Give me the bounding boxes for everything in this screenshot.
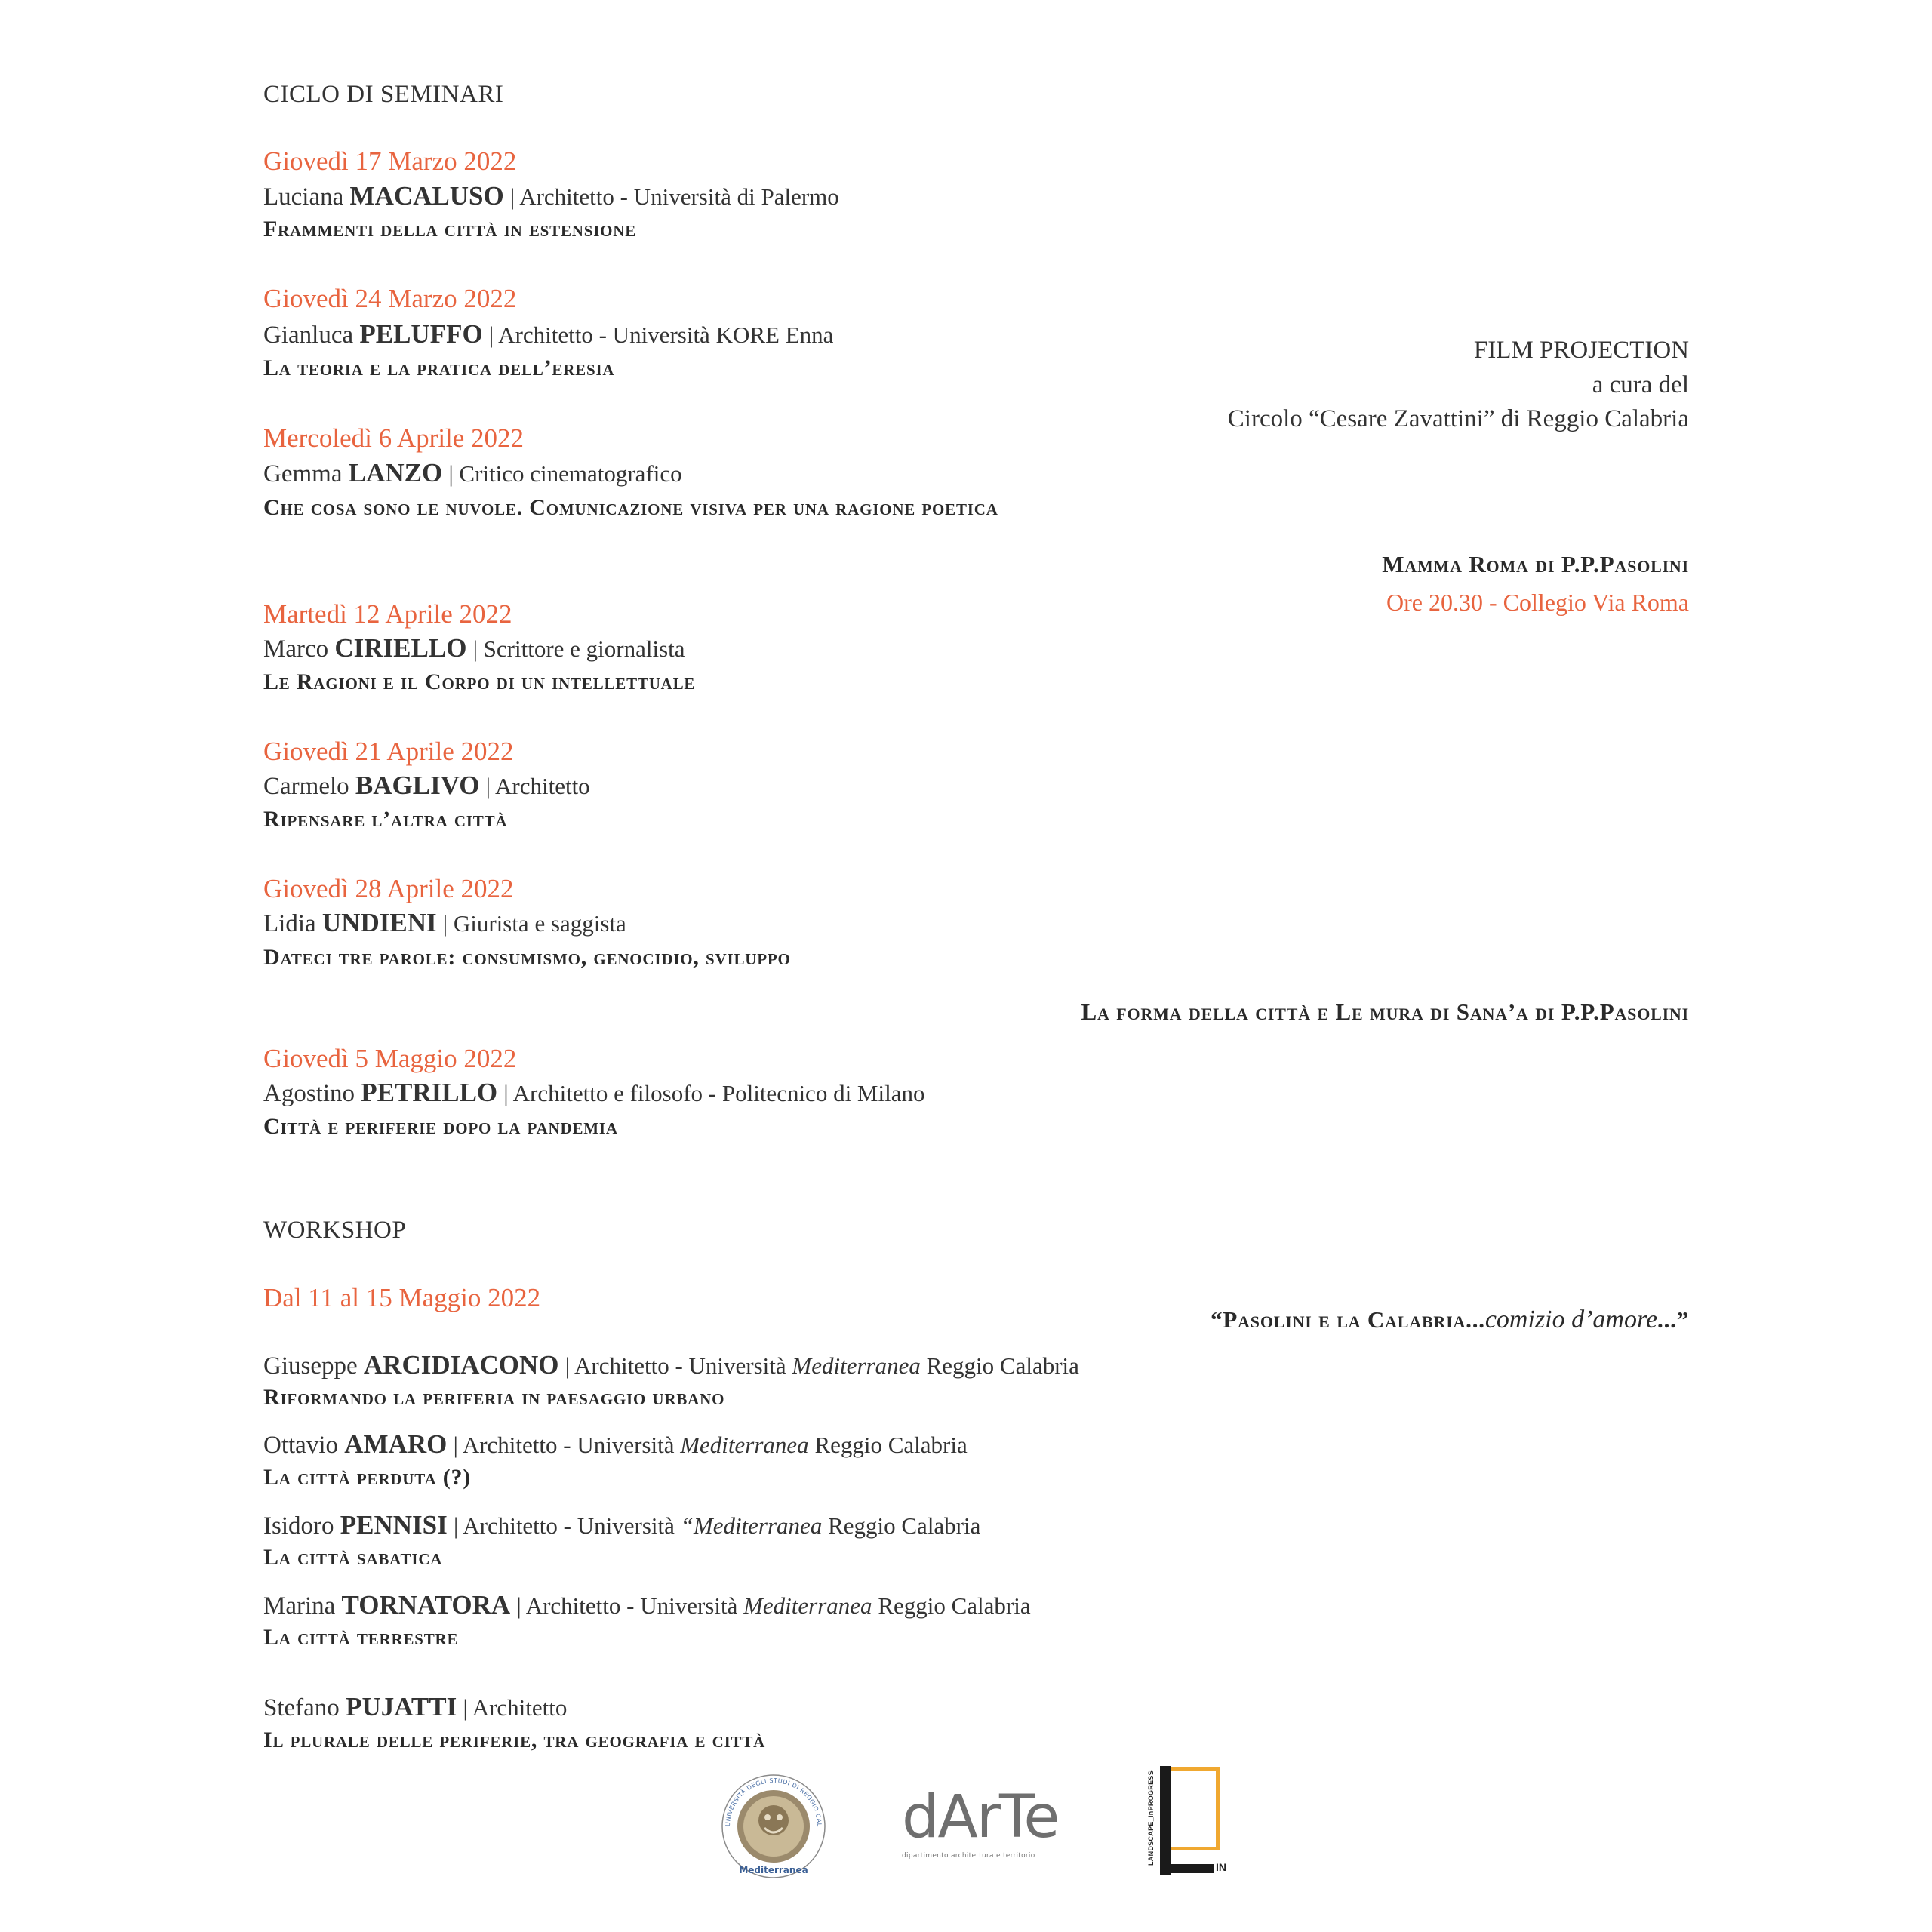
seminar-speaker xyxy=(263,458,682,488)
speaker-role: | Architetto - Università Mediterranea Reggio Calabria xyxy=(516,1592,1031,1619)
speaker-surname: PUJATTI xyxy=(346,1692,457,1721)
seminar-date: Giovedì 24 Marzo 2022 xyxy=(263,284,517,313)
darte-name: dArTe xyxy=(902,1783,1059,1851)
speaker-surname: LANZO xyxy=(348,458,443,488)
speaker-surname: AMARO xyxy=(344,1429,448,1459)
speaker-first-name: Gianluca xyxy=(263,321,354,349)
speaker-first-name: Stefano xyxy=(263,1694,340,1721)
speaker-first-name: Ottavio xyxy=(263,1432,338,1459)
workshop-speaker xyxy=(263,1692,567,1722)
seminar-date: Giovedì 28 Aprile 2022 xyxy=(263,874,514,903)
speaker-first-name: Isidoro xyxy=(263,1512,334,1540)
film-title-mamma-roma: Mamma Roma di P.P.Pasolini xyxy=(1382,551,1689,577)
seminar-date: Martedì 12 Aprile 2022 xyxy=(263,599,512,629)
film-projection-heading: FILM PROJECTION xyxy=(1473,337,1689,364)
seminar-speaker xyxy=(263,181,839,211)
darte-logo xyxy=(902,1783,1060,1870)
workshop-speaker xyxy=(263,1510,980,1540)
landscape-black-bar xyxy=(1160,1766,1171,1875)
speaker-role: | Scrittore e giornalista xyxy=(472,635,685,662)
quote-italic: comizio d’amore xyxy=(1484,1306,1658,1334)
seminar-title: Frammenti della città in estensione xyxy=(263,217,637,242)
university-ring-text: UNIVERSITÀ DEGLI STUDI DI REGGIO CAL xyxy=(724,1777,823,1827)
seminar-speaker xyxy=(263,633,685,663)
university-mediterranea-logo xyxy=(721,1774,826,1879)
seminar-date: Giovedì 21 Aprile 2022 xyxy=(263,737,514,766)
speaker-first-name: Marco xyxy=(263,635,329,663)
speaker-role: | Critico cinematografico xyxy=(448,460,682,487)
landscape-in-text: IN xyxy=(1216,1861,1226,1873)
seminar-title: Le Ragioni e il Corpo di un intellettuale xyxy=(263,669,696,694)
workshop-quote xyxy=(1211,1306,1689,1334)
workshop-title: Il plurale delle periferie, tra geografia e città xyxy=(263,1727,766,1752)
seminar-title: Che cosa sono le nuvole. Comunicazione visiva per una ragione poetica xyxy=(263,495,998,520)
speaker-role: | Architetto - Università Mediterranea Reggio Calabria xyxy=(565,1352,1079,1379)
seminar-date: Giovedì 5 Maggio 2022 xyxy=(263,1044,517,1073)
speaker-first-name: Agostino xyxy=(263,1080,355,1107)
workshop-speaker xyxy=(263,1350,1079,1380)
seminar-title: Città e periferie dopo la pandemia xyxy=(263,1114,618,1139)
speaker-first-name: Marina xyxy=(263,1592,336,1620)
film-curated-label: a cura del xyxy=(1592,371,1689,398)
darte-subtitle: dipartimento architettura e territorio xyxy=(902,1852,1035,1860)
speaker-surname: ARCIDIACONO xyxy=(363,1350,559,1380)
speaker-first-name: Luciana xyxy=(263,183,344,211)
speaker-surname: UNDIENI xyxy=(321,908,437,937)
seminari-heading: CICLO DI SEMINARI xyxy=(263,81,504,108)
landscape-vertical-text: LANDSCAPE_inPROGRESS xyxy=(1147,1770,1155,1866)
workshop-title: Riformando la periferia in paesaggio urbano xyxy=(263,1385,725,1410)
landscape-orange-frame xyxy=(1171,1767,1220,1850)
seminar-speaker xyxy=(263,771,590,801)
speaker-first-name: Gemma xyxy=(263,460,343,488)
landscape-black-base xyxy=(1171,1864,1214,1873)
quote-end: ...” xyxy=(1657,1306,1689,1333)
speaker-role: | Architetto e filosofo - Politecnico di Milano xyxy=(503,1080,925,1106)
speaker-role: | Architetto - Università Mediterranea Reggio Calabria xyxy=(453,1432,968,1458)
workshop-speaker xyxy=(263,1429,968,1460)
workshop-date: Dal 11 al 15 Maggio 2022 xyxy=(263,1283,541,1312)
speaker-role: | Architetto - Università “Mediterranea Reggio Calabria xyxy=(453,1512,981,1539)
workshop-heading: WORKSHOP xyxy=(263,1217,407,1244)
speaker-role: | Architetto - Università KORE Enna xyxy=(488,321,834,348)
film-time-location: Ore 20.30 - Collegio Via Roma xyxy=(1386,589,1689,616)
film-title-forma-citta: La forma della città e Le mura di Sana’a di P.P.Pasolini xyxy=(1081,998,1689,1025)
quote-main: “Pasolini e la Calabria... xyxy=(1211,1306,1485,1333)
workshop-title: La città terrestre xyxy=(263,1625,459,1650)
speaker-surname: BAGLIVO xyxy=(355,771,480,800)
speaker-surname: PELUFFO xyxy=(359,319,483,349)
speaker-surname: PETRILLO xyxy=(361,1078,498,1107)
speaker-surname: TORNATORA xyxy=(341,1590,511,1620)
speaker-surname: CIRIELLO xyxy=(334,633,467,663)
workshop-title: La città sabatica xyxy=(263,1545,443,1570)
seminar-title: Ripensare l’altra città xyxy=(263,807,508,832)
speaker-role: | Architetto xyxy=(463,1694,568,1721)
seminar-speaker xyxy=(263,319,833,349)
seminar-title: Dateci tre parole: consumismo, genocidio, sviluppo xyxy=(263,945,791,970)
seminar-speaker xyxy=(263,908,626,938)
seminar-date: Mercoledì 6 Aprile 2022 xyxy=(263,423,525,453)
speaker-first-name: Lidia xyxy=(263,910,316,937)
workshop-speaker xyxy=(263,1590,1031,1620)
seminar-title: La teoria e la pratica dell’eresia xyxy=(263,355,615,380)
seminar-date: Giovedì 17 Marzo 2022 xyxy=(263,146,517,176)
speaker-first-name: Giuseppe xyxy=(263,1352,358,1380)
speaker-role: | Giurista e saggista xyxy=(442,910,626,937)
landscape-in-progress-logo xyxy=(1143,1764,1241,1878)
speaker-role: | Architetto xyxy=(485,773,590,799)
speaker-first-name: Carmelo xyxy=(263,773,349,800)
seminar-speaker xyxy=(263,1078,924,1108)
film-circle-name: Circolo “Cesare Zavattini” di Reggio Calabria xyxy=(1227,405,1689,432)
workshop-title: La città perduta (?) xyxy=(263,1465,472,1490)
speaker-role: | Architetto - Università di Palermo xyxy=(509,183,839,210)
university-name: Mediterranea xyxy=(739,1865,808,1875)
speaker-surname: MACALUSO xyxy=(349,181,504,211)
speaker-surname: PENNISI xyxy=(340,1510,448,1540)
